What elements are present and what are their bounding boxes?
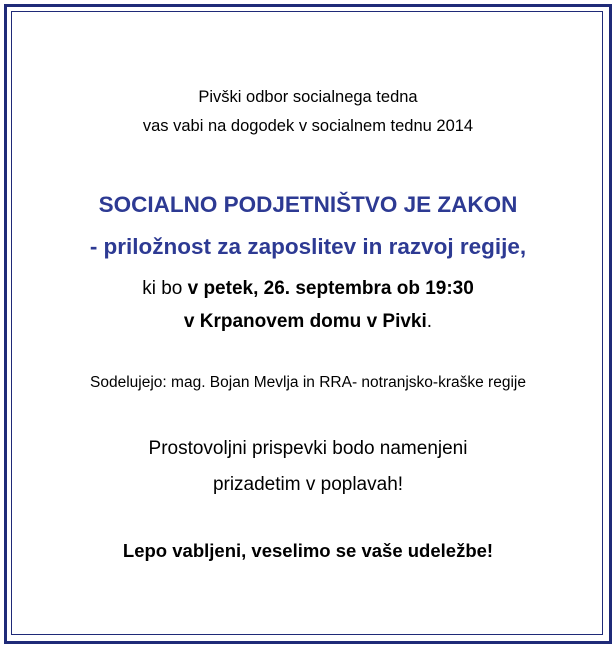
event-time	[0, 278, 616, 300]
event-venue: v Krpanovem domu v Pivki	[183, 311, 427, 332]
donation-line-1: Prostovoljni prispevki bodo namenjeni	[148, 438, 468, 459]
event-title: SOCIALNO PODJETNIŠTVO JE ZAKON	[98, 192, 518, 217]
event-location	[0, 311, 616, 333]
donation-line-2: prizadetim v poplavah!	[212, 474, 404, 495]
participants-line: Sodelujejo: mag. Bojan Mevlja in RRA- notranjsko-kraške regije	[90, 374, 526, 391]
invitation-line: vas vabi na dogodek v socialnem tednu 2014	[142, 117, 474, 135]
event-subtitle: - priložnost za zaposlitev in razvoj regije,	[89, 234, 527, 259]
event-time-prefix: ki bo	[142, 278, 188, 299]
event-date-time: v petek, 26. septembra ob 19:30	[187, 278, 474, 299]
closing-line: Lepo vabljeni, veselimo se vaše udeležbe!	[122, 540, 494, 561]
event-location-suffix: .	[426, 311, 433, 332]
organizer-line: Pivški odbor socialnega tedna	[198, 88, 418, 106]
